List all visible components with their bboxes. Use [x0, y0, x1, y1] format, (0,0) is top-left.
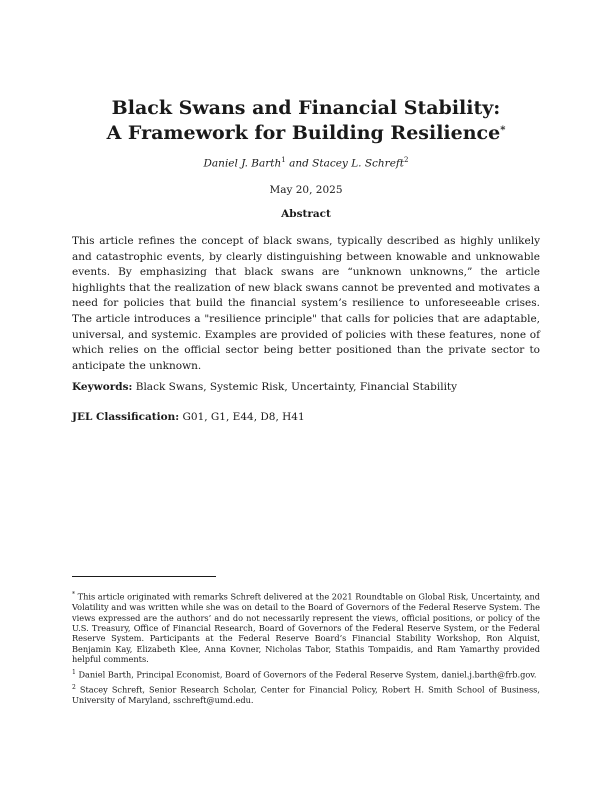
- title-line-1: Black Swans and Financial Stability:: [111, 97, 501, 119]
- footnote: [72, 668, 540, 680]
- author-name: Daniel J. Barth: [203, 157, 282, 170]
- footnote-text: Daniel Barth, Principal Economist, Board of Governors of the Federal Reserve System, daniel.j.barth@frb.gov.: [78, 669, 537, 680]
- keywords-label: Keywords:: [72, 381, 133, 393]
- abstract-heading: Abstract: [281, 208, 331, 220]
- jel-label: JEL Classification:: [72, 411, 180, 423]
- jel-value: G01, G1, E44, D8, H41: [182, 411, 305, 423]
- footnote-text: This article originated with remarks Schreft delivered at the 2021 Roundtable on Global Risk, Uncertainty, and Volatility and was written while she was on detail to the Board of Governors of the Federal Reserve System. The views expressed are the authors’ and do not necessarily represent the views, official positions, or policy of the U.S. Treasury, Office of Financial Research, Board of Governors of the Federal Reserve System, or the Federal Reserve System. Participants at the Federal Reserve Board’s Financial Stability Workshop, Ron Alquist, Benjamin Kay, Elizabeth Klee, Anna Kovner, Nicholas Tabor, Stathis Tompaidis, and Ram Yamarthy provided helpful comments.: [72, 591, 540, 665]
- author-mark: 2: [404, 156, 409, 164]
- footnote: [72, 590, 540, 665]
- author-name: Stacey L. Schreft: [312, 157, 405, 170]
- footnote: [72, 683, 540, 706]
- title-footnote-mark: *: [500, 125, 506, 136]
- footnote-divider: [72, 576, 216, 577]
- abstract-text: This article refines the concept of black swans, typically described as highly unlikely and catastrophic events, by clearly distinguishing between knowable and unknowable events. By emphasizing that black swans are “unknown unknowns,” the article highlights that the realization of new black swans cannot be prevented and motivates a need for policies that build the financial system’s resilience to unforeseeable crises. The article introduces a "resilience principle" that calls for policies that are adaptable, universal, and systemic. Examples are provided of policies with these features, none of which relies on the official sector being better positioned than the private sector to anticipate the unknown.: [72, 235, 540, 372]
- footnote-mark: 1: [72, 668, 76, 676]
- jel-line: [72, 410, 540, 425]
- footnote-mark: 2: [72, 683, 76, 691]
- title-line-2: [0, 121, 612, 146]
- footnote-text: Stacey Schreft, Senior Research Scholar, Center for Financial Policy, Robert H. Smith School of Business, University of Maryland, sschreft@umd.edu.: [72, 684, 540, 705]
- keywords-value: Black Swans, Systemic Risk, Uncertainty, Financial Stability: [135, 381, 458, 393]
- author-mark: 1: [281, 156, 286, 164]
- paper-title: [0, 96, 612, 146]
- footnotes: [72, 590, 540, 708]
- title-line-2-text: A Framework for Building Resilience: [106, 122, 501, 144]
- publication-date: May 20, 2025: [269, 184, 343, 196]
- footnote-mark: *: [72, 591, 75, 598]
- authors-joiner: and: [285, 157, 313, 170]
- keywords-line: [72, 380, 540, 395]
- author-line: [0, 156, 612, 170]
